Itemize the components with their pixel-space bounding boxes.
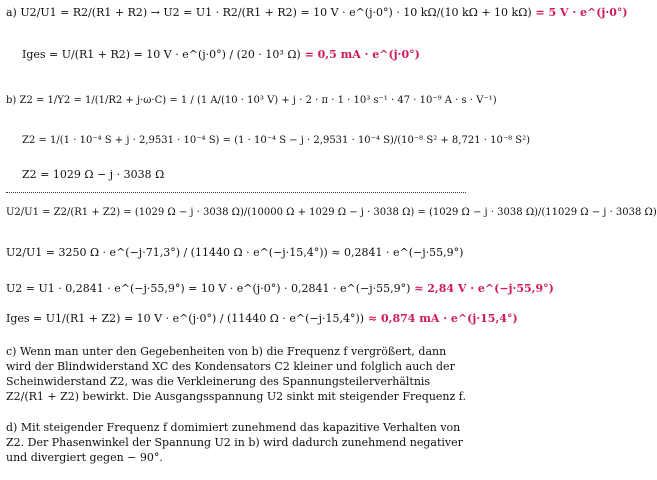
part-b-line-3 — [22, 168, 164, 182]
part-a-line-2 — [22, 48, 420, 62]
part-d-label: d) — [6, 421, 18, 434]
part-a-label: a) — [6, 6, 17, 19]
part-a-result-2: = 0,5 mA · e^(j·0°) — [300, 48, 420, 61]
part-d-text: Mit steigender Frequenz f domimiert zunehmend das kapazitive Verhalten von Z2. Der Phasenwinkel der Spannung U2 in b) wird dadurch zunehmend negativer und divergiert gegen − 90°. — [6, 421, 463, 464]
part-a-line-1 — [6, 6, 628, 20]
ratio-equation-2: U2/U1 = 3250 Ω · e^(−j·71,3°) / (11440 Ω · e^(−j·15,4°)) ≈ 0,2841 · e^(−j·55,9°) — [6, 246, 464, 259]
dotted-separator — [6, 192, 466, 193]
part-d-paragraph — [6, 420, 466, 465]
ratio-equation-1: U2/U1 = Z2/(R1 + Z2) = (1029 Ω − j · 3038 Ω)/(10000 Ω + 1029 Ω − j · 3038 Ω) = (1029 Ω − j · 3038 Ω)/(11029 Ω − j · 3038 Ω) — [6, 207, 657, 218]
part-b-line-1 — [6, 94, 497, 108]
ratio-line-2 — [6, 246, 463, 260]
part-a-result-1: = 5 V · e^(j·0°) — [531, 6, 628, 19]
part-b-equation-1: Z2 = 1/Y2 = 1/(1/R2 + j·ω·C) = 1 / (1 A/(10 · 10³ V) + j · 2 · π · 1 · 10³ s⁻¹ · 47 · 10⁻⁹ A · s · V⁻¹) — [19, 95, 497, 106]
part-c-label: c) — [6, 345, 17, 358]
ratio-equation-3: U2 = U1 · 0,2841 · e^(−j·55,9°) = 10 V · e^(j·0°) · 0,2841 · e^(−j·55,9°) — [6, 282, 411, 295]
ratio-line-1 — [6, 206, 657, 220]
ratio-equation-4: Iges = U1/(R1 + Z2) = 10 V · e^(j·0°) / (11440 Ω · e^(−j·15,4°)) — [6, 312, 365, 325]
part-b-equation-3: Z2 = 1029 Ω − j · 3038 Ω — [22, 168, 165, 181]
part-c-paragraph — [6, 344, 466, 404]
part-b-line-2 — [22, 134, 530, 148]
ratio-line-4 — [6, 312, 518, 326]
part-b-label: b) — [6, 95, 17, 106]
ratio-result-4: ≈ 0,874 mA · e^(j·15,4°) — [364, 312, 518, 325]
part-a-equation-2: Iges = U/(R1 + R2) = 10 V · e^(j·0°) / (20 · 10³ Ω) — [22, 48, 301, 61]
ratio-result-3: ≈ 2,84 V · e^(−j·55,9°) — [410, 282, 554, 295]
part-c-text: Wenn man unter den Gegebenheiten von b) die Frequenz f vergrößert, dann wird der Blindwiderstand XC des Kondensators C2 kleiner und folglich auch der Scheinwiderstand Z2, was die Verkleinerung des Spannungsteilerverhältnis Z2/(R1 + Z2) bewirkt. Die Ausgangsspannung U2 sinkt mit steigender Frequenz f. — [6, 345, 466, 403]
part-a-equation-1: U2/U1 = R2/(R1 + R2) → U2 = U1 · R2/(R1 + R2) = 10 V · e^(j·0°) · 10 kΩ/(10 kΩ + 10 kΩ) — [20, 6, 532, 19]
ratio-line-3 — [6, 282, 554, 296]
part-b-equation-2: Z2 = 1/(1 · 10⁻⁴ S + j · 2,9531 · 10⁻⁴ S) = (1 · 10⁻⁴ S − j · 2,9531 · 10⁻⁴ S)/(10⁻⁸ S² + 8,721 · 10⁻⁸ S²) — [22, 135, 531, 146]
